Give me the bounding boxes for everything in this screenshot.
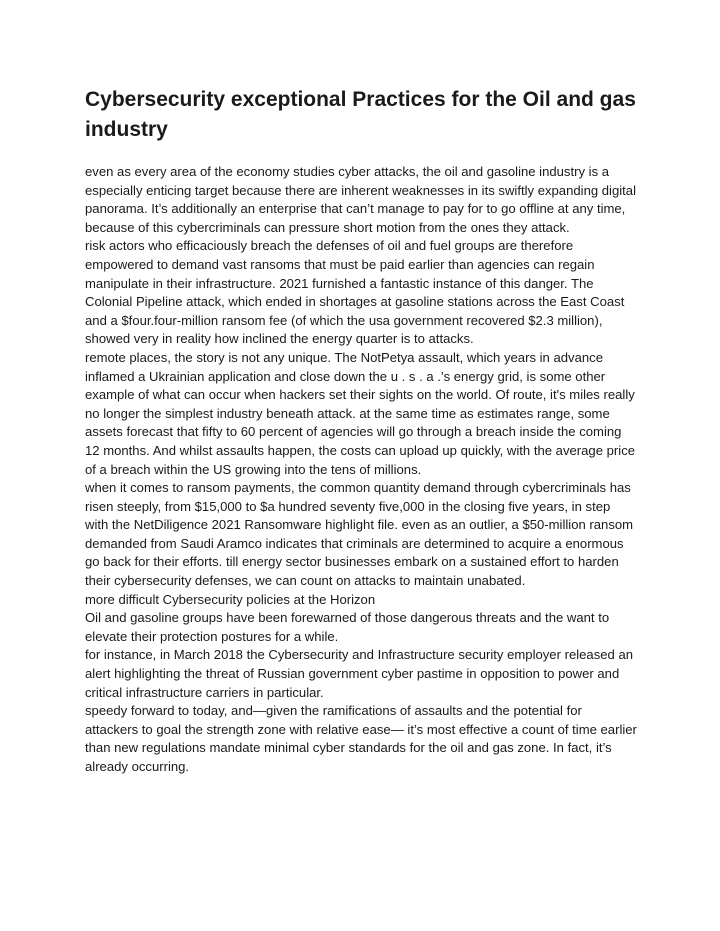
paragraph-5: Oil and gasoline groups have been forewarned of those dangerous threats and the want to elevate their protection postures for a while. bbox=[85, 610, 610, 644]
paragraph-4: when it comes to ransom payments, the common quantity demand through cybercriminals has risen steeply, from $15,000 to $a hundred seventy five,000 in the closing five years, in step with the NetDiligence 2021 Ransomware highlight file. even as an outlier, a $50-million ransom demanded from Saudi Aramco indicates that criminals are determined to acquire a enormous go back for their efforts. till energy sector businesses embark on a sustained effort to harden their cybersecurity defenses, we can count on attacks to maintain unabated. bbox=[85, 480, 634, 589]
paragraph-6: for instance, in March 2018 the Cybersecurity and Infrastructure security employer released an alert highlighting the threat of Russian government cyber pastime in opposition to power and critical infrastructure carriers in particular. bbox=[85, 647, 634, 700]
document-title: Cybersecurity exceptional Practices for the Oil and gas industry bbox=[85, 88, 636, 141]
section-heading-line: more difficult Cybersecurity policies at the Horizon bbox=[85, 591, 376, 607]
paragraph-2: risk actors who efficaciously breach the defenses of oil and fuel groups are therefore empowered to demand vast ransoms that must be paid earlier than agencies can regain manipulate in their infrastructure. 2021 furnished a fantastic instance of this danger. The Colonial Pipeline attack, which ended in shortages at gasoline stations across the East Coast and a $four.four-million ransom fee (of which the usa government recovered $2.3 million), showed very in reality how inclined the energy quarter is to attacks. bbox=[85, 238, 625, 347]
paragraph-7: speedy forward to today, and—given the ramifications of assaults and the potential for attackers to goal the strength zone with relative ease— it’s most effective a count of time earlier than new regulations mandate minimal cyber standards for the oil and gas zone. In fact, it’s already occurring. bbox=[85, 703, 637, 774]
document-page bbox=[85, 85, 637, 777]
paragraph-3: remote places, the story is not any unique. The NotPetya assault, which years in advance inflamed a Ukrainian application and close down the u . s . a .’s energy grid, is some other example of what can occur when hackers set their sights on the world. Of route, it's miles really no longer the simplest industry beneath attack. at the same time as estimates range, some assets forecast that fifty to 60 percent of agencies will go through a breach inside the coming 12 months. And whilst assaults happen, the costs can upload up quickly, with the average price of a breach within the US growing into the tens of millions. bbox=[85, 349, 636, 477]
paragraph-1: even as every area of the economy studies cyber attacks, the oil and gasoline industry is a especially enticing target because there are inherent weaknesses in its swiftly expanding digital panorama. It’s additionally an enterprise that can’t manage to pay for to go offline at any time, because of this cybercriminals can pressure short motion from the ones they attack. bbox=[85, 164, 636, 235]
document-body bbox=[85, 163, 637, 777]
